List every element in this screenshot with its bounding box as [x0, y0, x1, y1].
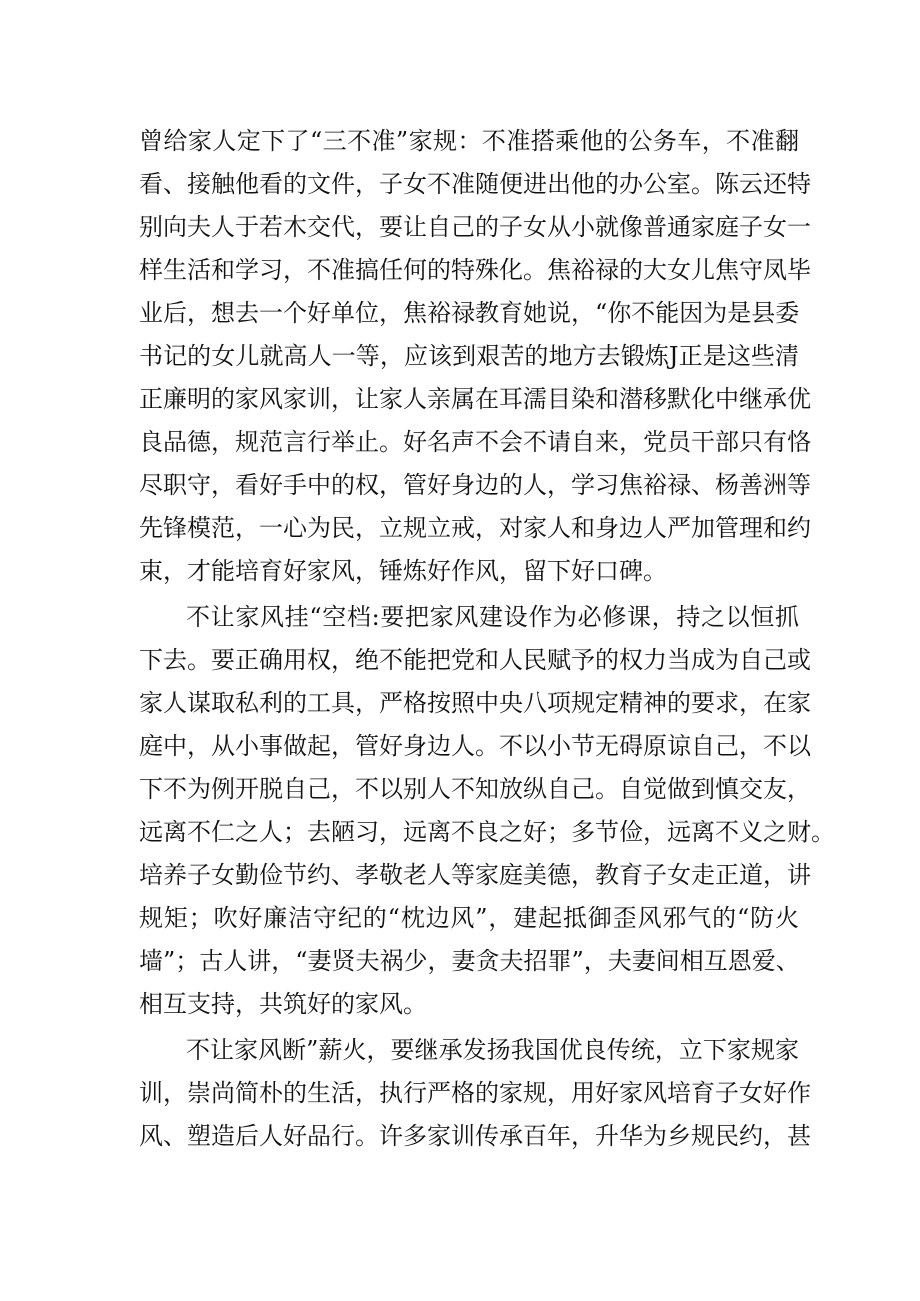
text-line: 家人谋取私利的工具，严格按照中央八项规定精神的要求，在家	[139, 689, 811, 717]
text-line: 相互支持，共筑好的家风。	[139, 990, 427, 1018]
text-line: 先锋模范，一心为民，立规立戒，对家人和身边人严加管理和约	[139, 514, 811, 542]
text-line: 样生活和学习，不准搞任何的特殊化。焦裕禄的大女儿焦守凤毕	[139, 256, 811, 284]
text-line: 下不为例开脱自己，不以别人不知放纵自己。自觉做到慎交友，	[139, 775, 811, 803]
text-line: 别向夫人于若木交代，要让自己的子女从小就像普通家庭子女一	[139, 213, 811, 241]
text-line: 业后，想去一个好单位，焦裕禄教育她说，“你不能因为是县委	[139, 299, 800, 327]
text-line: 墙”；古人讲，“妻贤夫祸少，妻贪夫招罪”，夫妻间相互恩爱、	[139, 947, 800, 975]
paragraph-first-line: 不让家风挂“空档:要把家风建设作为必修课，持之以恒抓	[186, 603, 799, 631]
paragraph-first-line: 不让家风断”薪火，要继承发扬我国优良传统，立下家规家	[186, 1036, 799, 1064]
text-line: 风、塑造后人好品行。许多家训传承百年，升华为乡规民约，甚	[139, 1122, 811, 1150]
text-line: 曾给家人定下了“三不准”家规：不准搭乘他的公务车，不准翻	[139, 127, 799, 155]
text-line: 看、接触他看的文件，子女不准随便进出他的办公室。陈云还特	[139, 170, 811, 198]
text-line: 书记的女儿就高人一等，应该到艰苦的地方去锻炼J正是这些清	[139, 342, 799, 370]
text-line: 下去。要正确用权，绝不能把党和人民赋予的权力当成为自己或	[139, 646, 811, 674]
text-line: 束，才能培育好家风，锤炼好作风，留下好口碑。	[139, 557, 667, 585]
text-line: 规矩；吹好廉洁守纪的“枕边风”，建起抵御歪风邪气的“防火	[139, 904, 799, 932]
text-line: 训，崇尚简朴的生活，执行严格的家规，用好家风培育子女好作	[139, 1079, 811, 1107]
text-line: 远离不仁之人；去陋习，远离不良之好；多节俭，远离不义之财。	[139, 818, 835, 846]
text-line: 培养子女勤俭节约、孝敬老人等家庭美德，教育子女走正道，讲	[139, 861, 811, 889]
text-line: 尽职守，看好手中的权，管好身边的人，学习焦裕禄、杨善洲等	[139, 471, 811, 499]
text-line: 良品德，规范言行举止。好名声不会不请自来，党员干部只有恪	[139, 428, 811, 456]
text-line: 庭中，从小事做起，管好身边人。不以小节无碍原谅自己，不以	[139, 732, 811, 760]
text-line: 正廉明的家风家训，让家人亲属在耳濡目染和潜移默化中继承优	[139, 385, 811, 413]
